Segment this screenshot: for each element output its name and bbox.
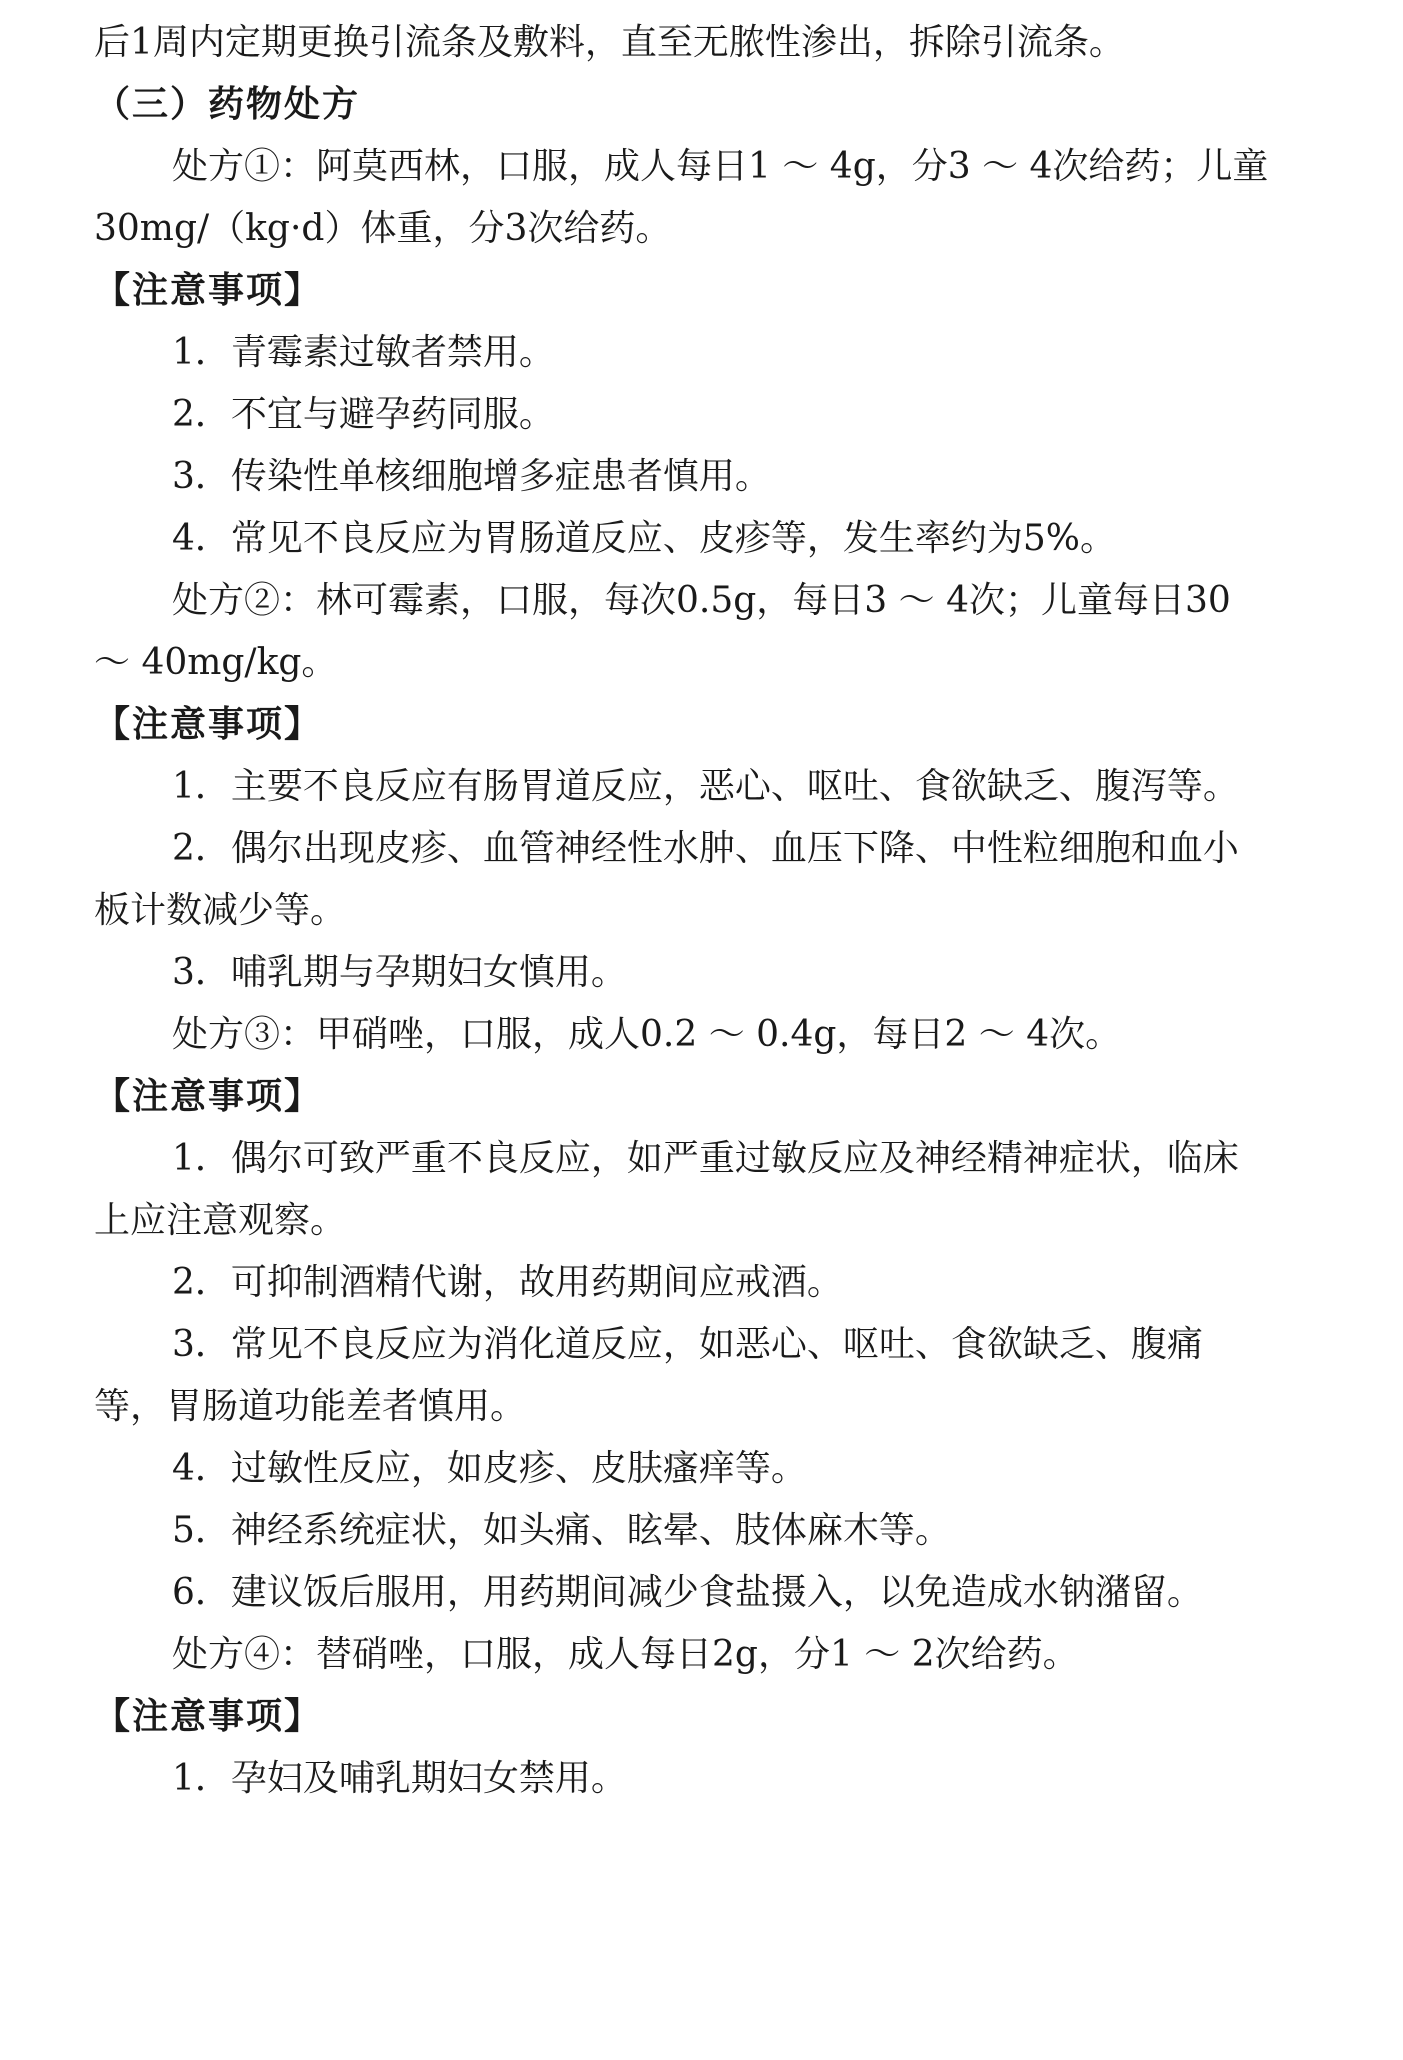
precaution-item: 6．建议饭后服用，用药期间减少食盐摄入，以免造成水钠潴留。: [172, 1572, 1203, 1613]
precaution-item: 2．偶尔出现皮疹、血管神经性水肿、血压下降、中性粒细胞和血小板计数减少等。: [94, 828, 1239, 931]
precaution-item: 4．常见不良反应为胃肠道反应、皮疹等，发生率约为5%。: [172, 518, 1117, 559]
prescription-3-metronidazole: 处方③：甲硝唑，口服，成人0.2 ～ 0.4g，每日2 ～ 4次。: [172, 1014, 1122, 1055]
precaution-item: 1．青霉素过敏者禁用。: [172, 332, 555, 373]
document-page: [94, 12, 1274, 1810]
paragraph-drainage-continued: 后1周内定期更换引流条及敷料，直至无脓性渗出，拆除引流条。: [94, 22, 1125, 63]
precaution-item: 1．偶尔可致严重不良反应，如严重过敏反应及神经精神症状，临床上应注意观察。: [94, 1138, 1239, 1241]
precautions-heading-4: 【注意事项】: [94, 1696, 323, 1737]
precaution-item: 3．传染性单核细胞增多症患者慎用。: [172, 456, 771, 497]
precautions-heading-1: 【注意事项】: [94, 270, 323, 311]
precaution-item: 5．神经系统症状，如头痛、眩晕、肢体麻木等。: [172, 1510, 951, 1551]
precautions-heading-2: 【注意事项】: [94, 704, 323, 745]
prescription-1-amoxicillin: 处方①：阿莫西林，口服，成人每日1 ～ 4g，分3 ～ 4次给药；儿童30mg/（kg·d）体重，分3次给药。: [94, 146, 1269, 249]
precaution-item: 2．可抑制酒精代谢，故用药期间应戒酒。: [172, 1262, 843, 1303]
precaution-item: 2．不宜与避孕药同服。: [172, 394, 555, 435]
precaution-item: 3．常见不良反应为消化道反应，如恶心、呕吐、食欲缺乏、腹痛等，胃肠道功能差者慎用。: [94, 1324, 1203, 1427]
precaution-item: 1．孕妇及哺乳期妇女禁用。: [172, 1758, 627, 1799]
section-heading-prescriptions: （三）药物处方: [94, 84, 361, 125]
precautions-heading-3: 【注意事项】: [94, 1076, 323, 1117]
precaution-item: 3．哺乳期与孕期妇女慎用。: [172, 952, 627, 993]
precaution-item: 4．过敏性反应，如皮疹、皮肤瘙痒等。: [172, 1448, 807, 1489]
prescription-2-lincomycin: 处方②：林可霉素，口服，每次0.5g，每日3 ～ 4次；儿童每日30 ～ 40mg/kg。: [94, 580, 1231, 683]
precaution-item: 1．主要不良反应有肠胃道反应，恶心、呕吐、食欲缺乏、腹泻等。: [172, 766, 1239, 807]
prescription-4-tinidazole: 处方④：替硝唑，口服，成人每日2g，分1 ～ 2次给药。: [172, 1634, 1079, 1675]
